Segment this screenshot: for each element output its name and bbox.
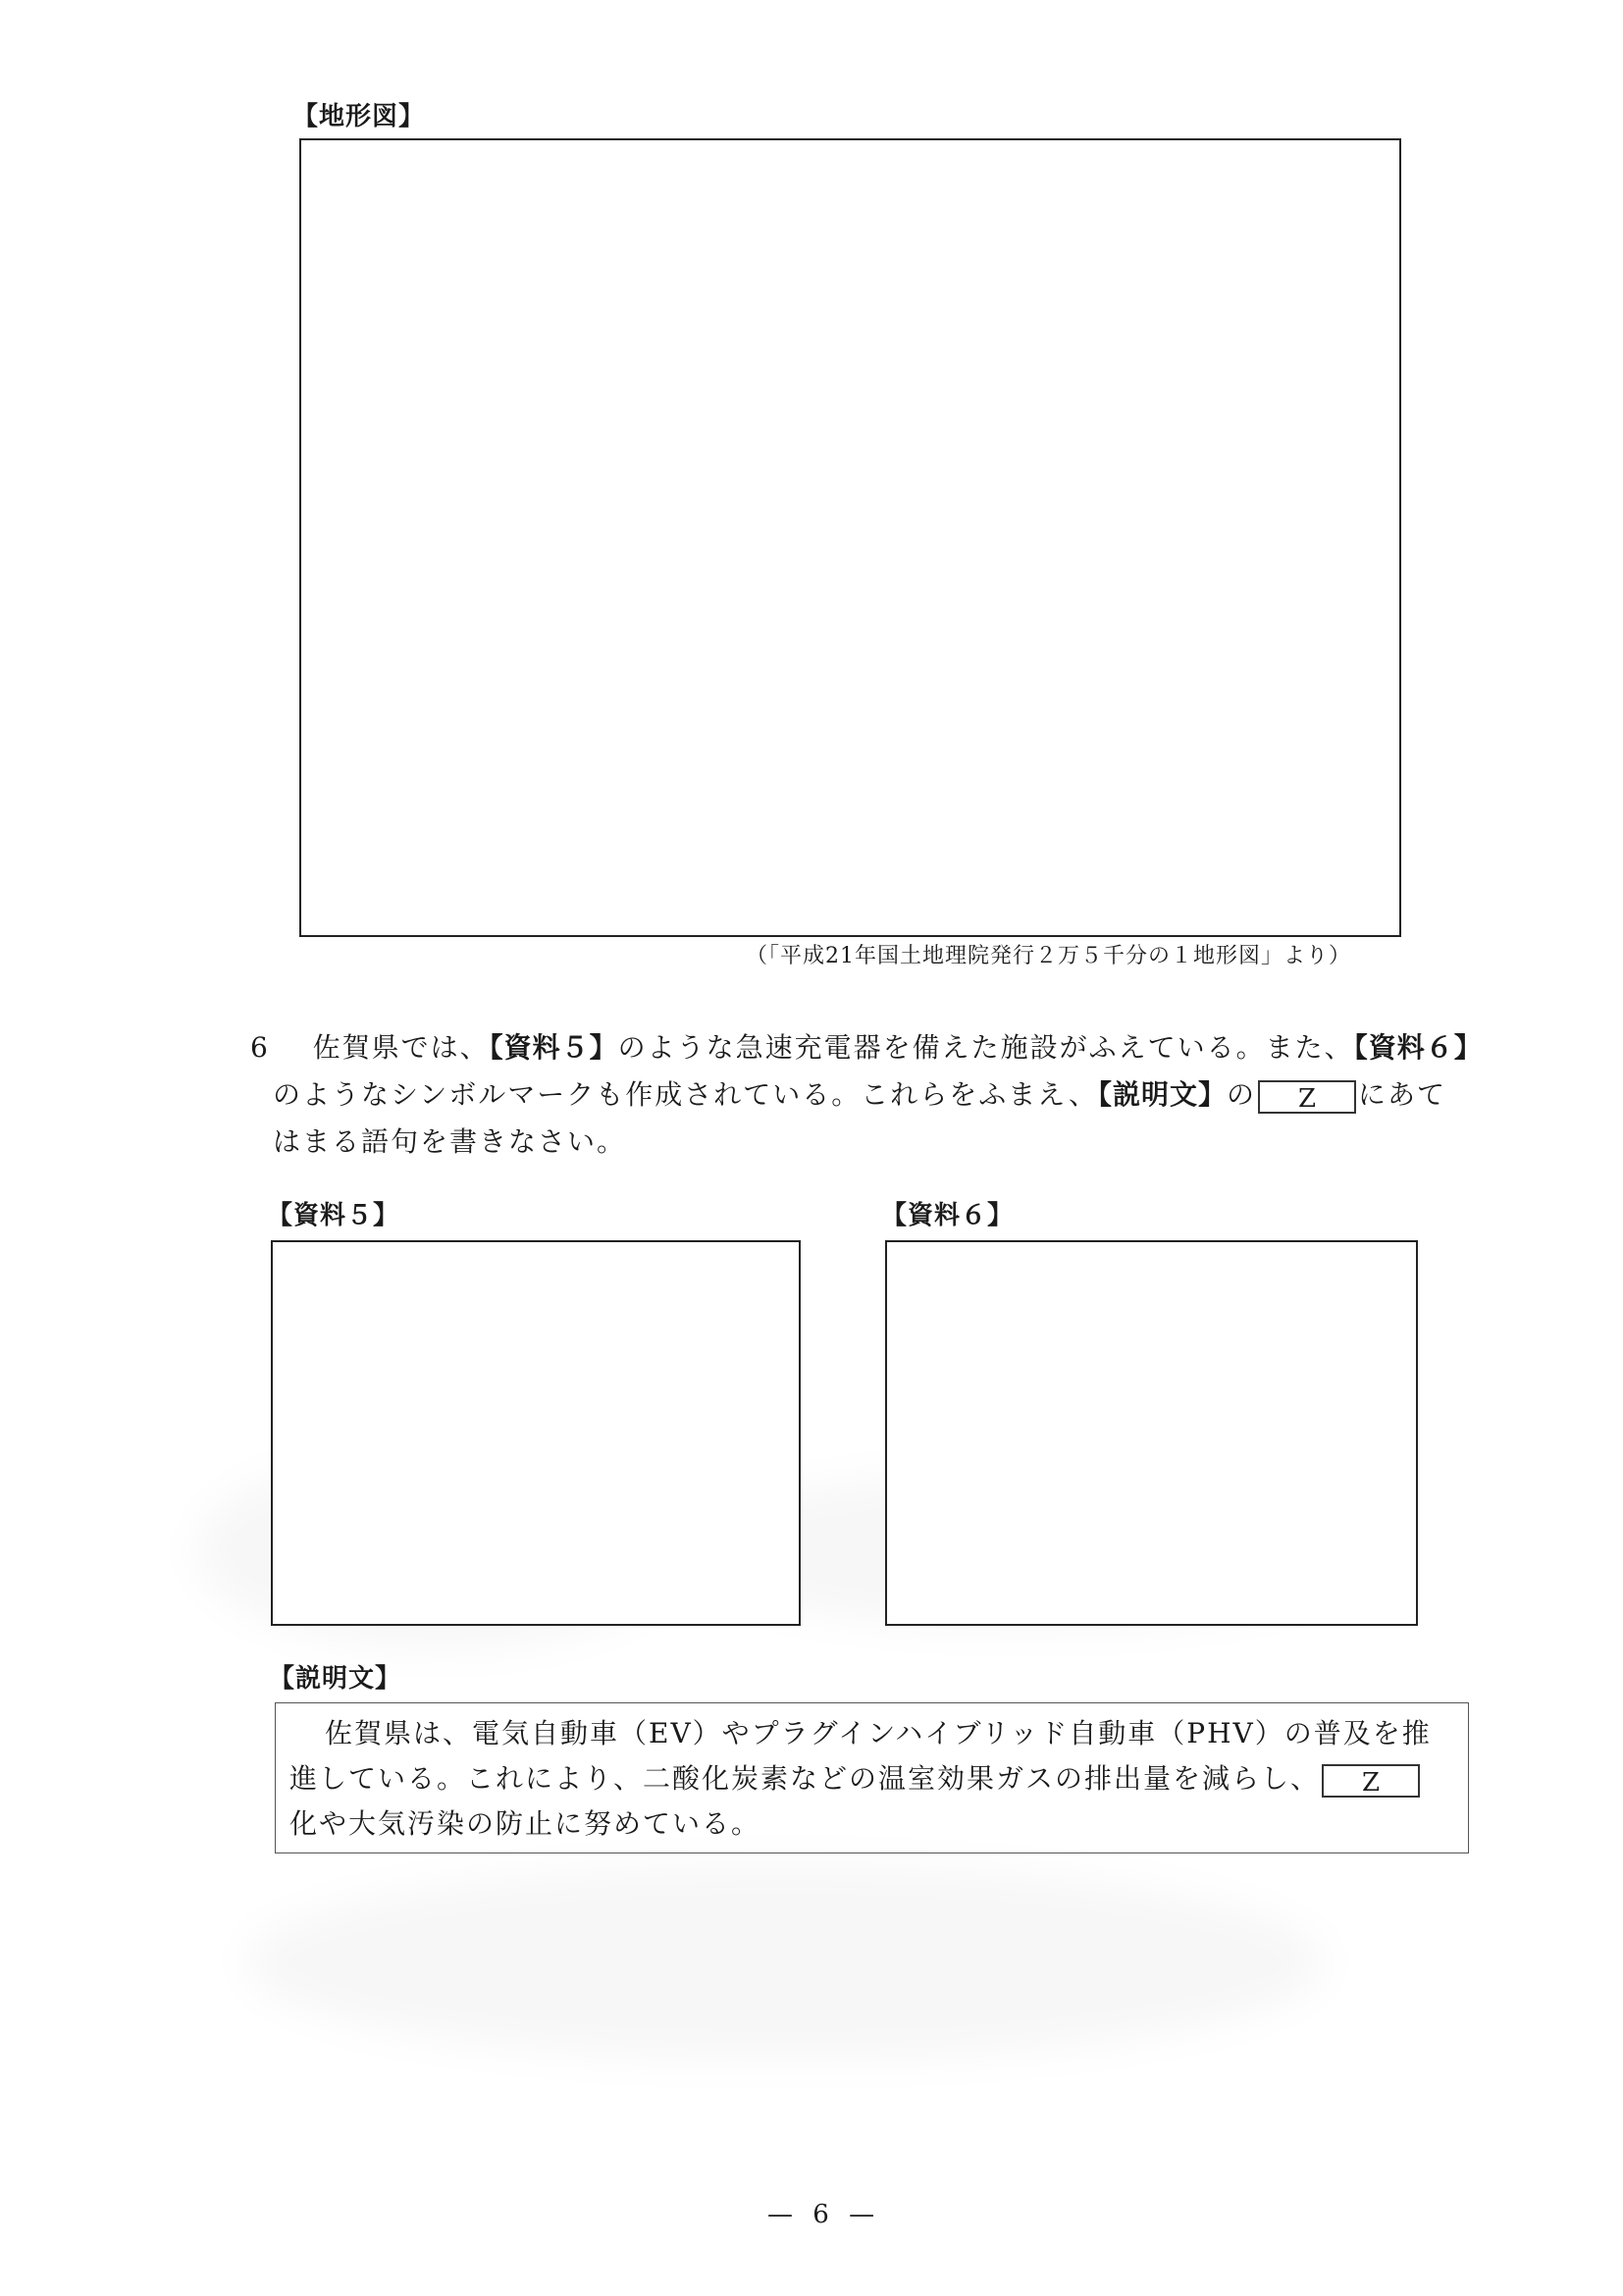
material5-frame	[271, 1240, 801, 1626]
blank-z-box: Z	[1258, 1080, 1356, 1114]
scan-smudge	[245, 1864, 1325, 2061]
ref-explanation: 【説明文】	[1097, 1078, 1227, 1111]
explanation-box	[275, 1702, 1469, 1853]
question-number: 6	[250, 1031, 270, 1064]
question6-line2: のようなシンボルマークも作成されている。これらをふまえ、【説明文】の Z にあて	[273, 1078, 1447, 1114]
ref-material6: 【資料６】	[1353, 1031, 1483, 1064]
ref-material5: 【資料５】	[489, 1031, 618, 1064]
material5-label: 【資料５】	[267, 1201, 400, 1230]
question6-line3: はまる語句を書きなさい。	[273, 1125, 627, 1158]
question6-line1: 6 佐賀県では、【資料５】のような急速充電器を備えた施設がふえている。また、【資料６】	[250, 1031, 1483, 1064]
topographic-map-frame	[299, 138, 1401, 937]
explanation-line1: 佐賀県は、電気自動車（EV）やプラグインハイブリッド自動車（PHV）の普及を推	[325, 1717, 1432, 1749]
material6-label: 【資料６】	[881, 1201, 1015, 1230]
material6-frame	[885, 1240, 1418, 1626]
map-source-caption: （「平成21年国土地理院発行２万５千分の１地形図」より）	[746, 944, 1351, 968]
page-number: — 6 —	[767, 2200, 881, 2229]
explanation-line3: 化や大気汚染の防止に努めている。	[289, 1807, 761, 1840]
explanation-line2: 進している。これにより、二酸化炭素などの温室効果ガスの排出量を減らし、 Z	[289, 1756, 1422, 1801]
map-label: 【地形図】	[292, 102, 426, 131]
explanation-label: 【説明文】	[269, 1664, 402, 1694]
blank-z-box: Z	[1322, 1764, 1420, 1798]
